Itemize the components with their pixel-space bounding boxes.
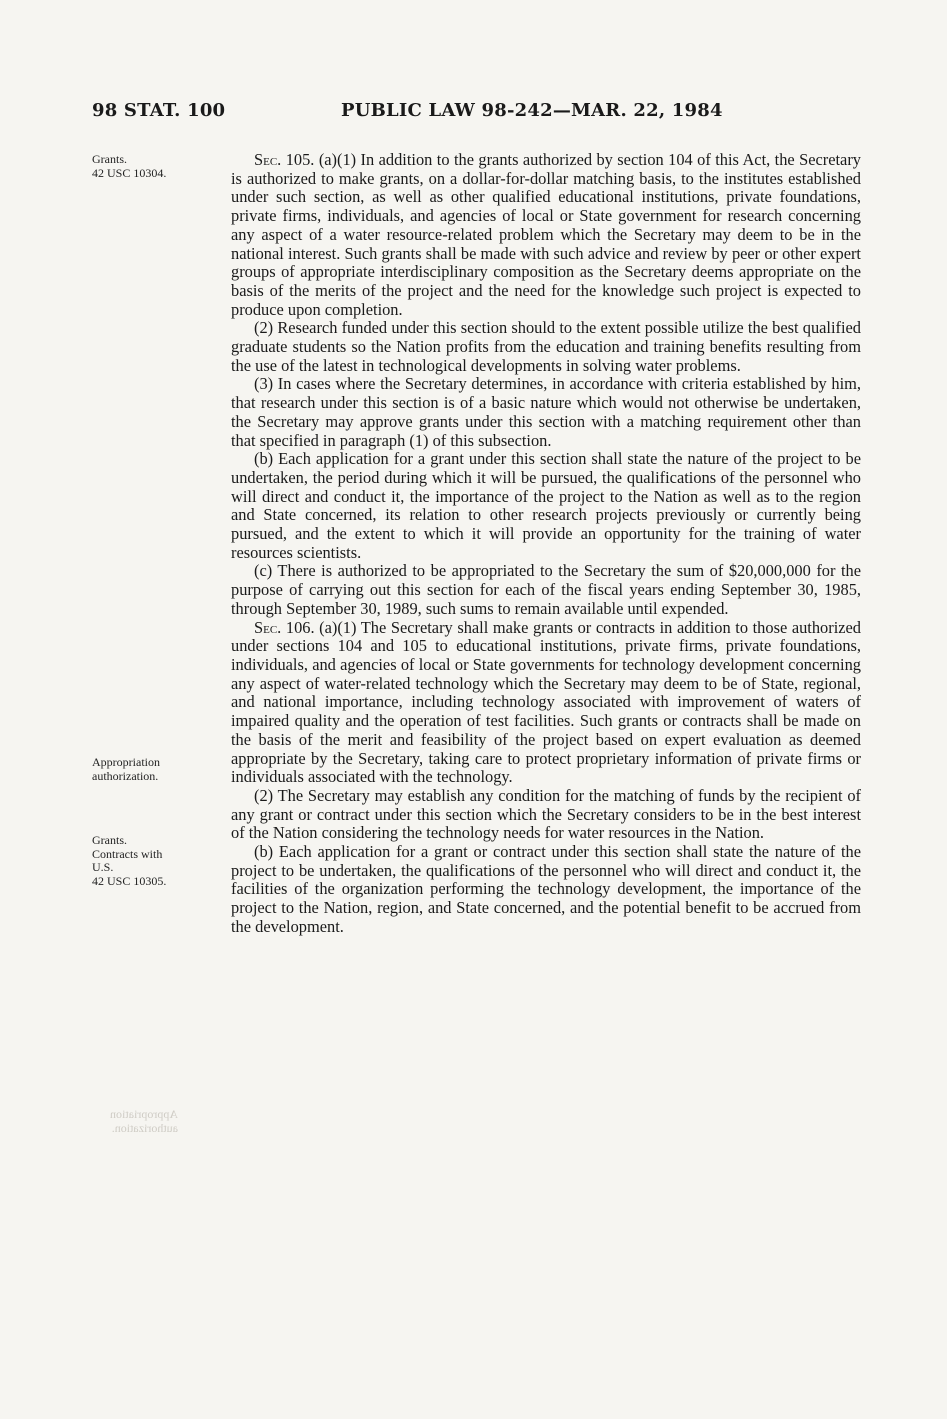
paragraph-sec-105-a1 [231,151,861,319]
paragraph-sec-105-b [231,450,861,562]
statute-body [231,151,861,937]
section-label: Sec. [254,617,282,637]
paragraph-text: 106. (a)(1) The Secretary shall make grants or contracts in addition to those authorized under sections 104 and 105 to educational institutions, private firms, private foundations, individuals, and agencies of local or State governments for technology development concerning any aspect of water-related technology which the Secretary may deem to be of State, regional, and national importance, including technology associated with improvement of waters of impaired quality and the operation of test facilities. Such grants or contracts shall be made on the basis of the merit and feasibility of the project based on expert evaluation as deemed appropriate by the Secretary, taking care to protect proprietary information of private firms or individuals associated with the technology. [231,617,861,787]
margin-note-line: authorization. [92,768,159,783]
bleed-through-line: Appropriation [110,1107,178,1121]
paragraph-sec-105-a2 [231,319,861,375]
margin-note-line: U.S. [92,860,114,874]
paragraph-sec-105-a3 [231,375,861,450]
margin-note-line: 42 USC 10305. [92,873,167,888]
margin-note-line: Grants. [92,833,127,847]
paragraph-sec-106-a1 [231,619,861,787]
paragraph-text: (c) There is authorized to be appropriated to the Secretary the sum of $20,000,000 for the purpose of carrying out this section for each of the fiscal years ending September 30, 1985, through September 30, 1989, such sums to remain available until expended. [231,561,861,618]
margin-note-line: Appropriation [92,755,160,769]
paragraph-sec-106-b [231,843,861,937]
margin-note-line: Grants. [92,152,127,166]
paragraph-text: (2) Research funded under this section should to the extent possible utilize the best qualified graduate students so the Nation profits from the education and training benefits resulting from the use of the latest in technological developments in solving water problems. [231,318,861,375]
page-stat-number: 98 STAT. 100 [92,100,226,121]
margin-note-line: Contracts with [92,846,163,861]
paragraph-sec-106-a2 [231,787,861,843]
margin-note-grants-10304 [92,153,166,180]
paragraph-text: (b) Each application for a grant or contract under this section shall state the nature of the project to be undertaken, the qualifications of the personnel who will direct and conduct it, the facilities of the organization performing the technology development, the importance of the project to the Nation, region, and State concerned, and the potential benefit to be accrued from the development. [231,842,861,936]
paragraph-sec-105-c [231,562,861,618]
paragraph-text: (3) In cases where the Secretary determines, in accordance with criteria established by him, that research under this section is of a basic nature which would not otherwise be undertaken, the Secretary may approve grants under this section with a matching requirement other than that specified in paragraph (1) of this subsection. [231,374,861,450]
margin-note-line: 42 USC 10304. [92,165,167,180]
margin-note-appropriation [92,756,160,783]
bleed-through-text [110,1108,178,1135]
bleed-through-line: authorization. [111,1120,178,1135]
margin-note-grants-10305 [92,834,166,888]
running-head: PUBLIC LAW 98-242—MAR. 22, 1984 [341,100,723,121]
paragraph-text: 105. (a)(1) In addition to the grants authorized by section 104 of this Act, the Secretary is authorized to make grants, on a dollar-for-dollar matching basis, to the institutes established under such section, as well as other qualified educational institutions, private foundations, private firms, individuals, and agencies of local or State government for research concerning any aspect of a water resource-related problem which the Secretary may deem to be in the national interest. Such grants shall be made with such advice and review by peer or other expert groups of appropriate interdisciplinary composition as the Secretary deems appropriate on the basis of the merits of the project and the need for the knowledge such project is expected to produce upon completion. [231,150,861,319]
paragraph-text: (2) The Secretary may establish any condition for the matching of funds by the recipient of any grant or contract under this section which the Secretary considers to be in the best interest of the Nation considering the technology needs for water resources in the Nation. [231,785,861,843]
paragraph-text: (b) Each application for a grant under this section shall state the nature of the project to be undertaken, the period during which it will be pursued, the qualifications of the personnel who will direct and conduct it, the importance of the project to the Nation as well as to the region and State concerned, its relation to other research projects previously or currently being pursued, and the extent to which it will provide an opportunity for the training of water resources scientists. [231,449,861,562]
section-label: Sec. [254,150,282,169]
